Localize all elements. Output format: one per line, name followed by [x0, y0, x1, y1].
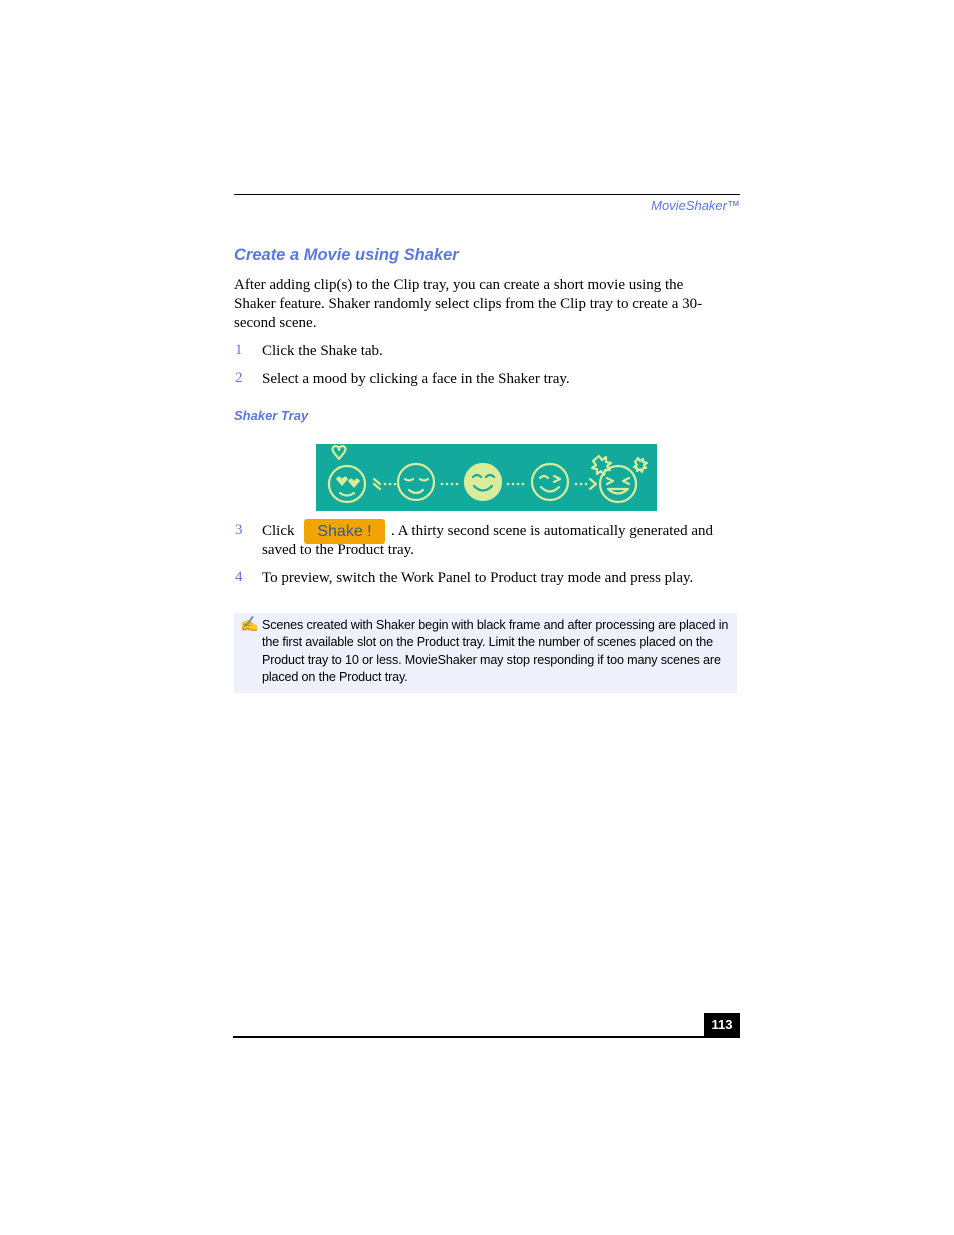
step-text: . A thirty second scene is automatically generated and — [391, 523, 713, 539]
wink-face-icon[interactable] — [532, 464, 568, 500]
note-text: Scenes created with Shaker begin with black frame and after processing are placed in the first available slot on the Product tray. Limit the number of scenes placed on the Product tray to 10 or less. MovieShaker may stop responding if too many scenes are placed on the Product tray. — [262, 618, 729, 684]
step-text: To preview, switch the Work Panel to Product tray mode and press play. — [262, 570, 694, 586]
step-text: Click the Shake tab. — [262, 343, 383, 359]
running-title: MovieShaker™ — [651, 198, 740, 213]
step-number: 1 — [235, 342, 243, 358]
excited-face-icon[interactable] — [592, 456, 647, 502]
step-text: Select a mood by clicking a face in the Shaker tray. — [262, 371, 570, 387]
intro-paragraph: After adding clip(s) to the Clip tray, you can create a short movie using the Shaker feature. Shaker randomly select clips from the Clip tray to create a 30-second scene. — [234, 277, 703, 331]
step-number: 4 — [235, 569, 243, 585]
shaker-tray[interactable] — [316, 444, 657, 511]
figure-caption: Shaker Tray — [234, 408, 309, 423]
step-text: Click — [262, 523, 295, 539]
shaker-tray-graphic — [316, 444, 657, 511]
love-face-icon[interactable] — [329, 446, 365, 502]
page-number: 113 — [704, 1013, 740, 1037]
step-number: 2 — [235, 370, 243, 386]
section-title: Create a Movie using Shaker — [234, 246, 459, 264]
happy-face-icon[interactable] — [465, 464, 501, 500]
header-rule — [234, 194, 740, 195]
right-arrow-icon — [575, 479, 596, 489]
dots-separator — [441, 483, 459, 486]
footer-rule — [233, 1036, 740, 1038]
shake-button[interactable]: Shake ! — [304, 519, 385, 544]
step-number: 3 — [235, 522, 243, 538]
left-arrow-icon — [374, 479, 396, 489]
dots-separator — [507, 483, 525, 486]
calm-face-icon[interactable] — [398, 464, 434, 500]
pencil-note-icon: ✍ — [240, 617, 259, 633]
step-text-continued: saved to the Product tray. — [262, 542, 414, 558]
